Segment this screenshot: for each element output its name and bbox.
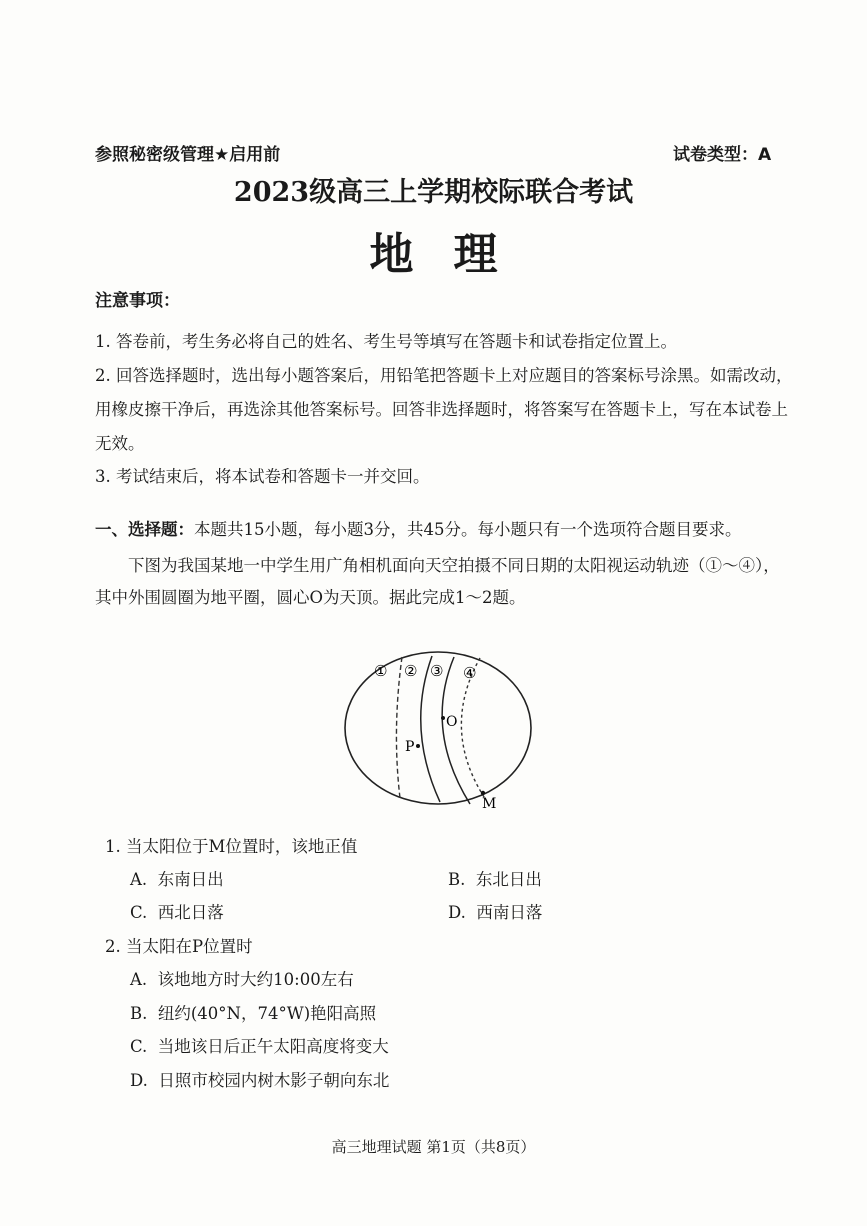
option-letter: D. xyxy=(448,903,466,922)
option-text: 西北日落 xyxy=(157,903,224,922)
question-1-option-b[interactable] xyxy=(448,866,542,890)
zenith-point xyxy=(441,716,445,720)
page-footer: 高三地理试题 第1页（共8页） xyxy=(331,1138,536,1156)
question-1-option-c[interactable] xyxy=(130,899,224,923)
option-text: 东北日出 xyxy=(475,870,542,889)
question-2-stem: 2. 当太阳在P位置时 xyxy=(105,937,253,956)
section-description: 本题共15小题，每小题3分，共45分。每小题只有一个选项符合题目要求。 xyxy=(194,520,742,539)
paper-type-label: 试卷类型：A xyxy=(673,145,772,165)
notice-title: 注意事项： xyxy=(95,291,180,311)
option-letter: A. xyxy=(130,970,148,989)
sun-path-1 xyxy=(396,657,402,798)
section-title: 一、选择题： xyxy=(95,520,194,539)
option-letter: C. xyxy=(130,903,148,922)
sun-point-m-label: M xyxy=(482,796,497,812)
confidentiality-label: 参照秘密级管理★启用前 xyxy=(95,145,281,165)
path-label-3: ③ xyxy=(430,662,444,680)
question-2-option-d[interactable] xyxy=(130,1067,389,1091)
option-letter: D. xyxy=(130,1071,148,1090)
question-2-option-a[interactable] xyxy=(130,966,354,990)
option-text: 东南日出 xyxy=(157,870,224,889)
option-text: 当地该日后正午太阳高度将变大 xyxy=(157,1037,389,1056)
notice-item-1: 1. 答卷前，考生务必将自己的姓名、考生号等填写在答题卡和试卷指定位置上。 xyxy=(95,332,677,351)
subject-title: 地理 xyxy=(369,229,538,280)
option-text: 日照市校园内树木影子朝向东北 xyxy=(158,1071,390,1090)
sun-path-diagram xyxy=(340,650,540,815)
option-letter: B. xyxy=(448,870,466,889)
option-text: 该地地方时大约10:00左右 xyxy=(157,970,354,989)
question-2-option-b[interactable] xyxy=(130,1000,376,1024)
notice-item-3: 3. 考试结束后，将本试卷和答题卡一并交回。 xyxy=(95,467,430,486)
option-text: 西南日落 xyxy=(476,903,543,922)
question-2-option-c[interactable] xyxy=(130,1033,389,1057)
notice-item-2: 2. 回答选择题时，选出每小题答案后，用铅笔把答题卡上对应题目的答案标号涂黑。如需改动，用橡皮擦干净后，再选涂其他答案标号。回答非选择题时，将答案写在答题卡上，写在本试卷上无效。 xyxy=(95,366,793,453)
path-label-4: ④ xyxy=(463,664,477,682)
section-heading xyxy=(95,515,742,545)
question-intro: 下图为我国某地一中学生用广角相机面向天空拍摄不同日期的太阳视运动轨迹（①～④），其中外围圆圈为地平圈，圆心O为天顶。据此完成1～2题。 xyxy=(95,556,780,607)
question-1-stem: 1. 当太阳位于M位置时，该地正值 xyxy=(105,837,358,856)
path-label-1: ① xyxy=(374,662,388,680)
option-letter: A. xyxy=(130,870,148,889)
option-text: 纽约(40°N，74°W)艳阳高照 xyxy=(157,1004,377,1023)
option-letter: C. xyxy=(130,1037,148,1056)
option-letter: B. xyxy=(130,1004,148,1023)
sun-point-p-label: P xyxy=(405,739,415,755)
zenith-label: O xyxy=(446,714,458,730)
question-1-option-d[interactable] xyxy=(448,899,542,923)
sun-point-m xyxy=(481,791,485,795)
exam-title: 2023级高三上学期校际联合考试 xyxy=(233,177,634,208)
path-label-2: ② xyxy=(404,662,418,680)
question-1-option-a[interactable] xyxy=(130,866,224,890)
sun-point-p xyxy=(416,744,420,748)
